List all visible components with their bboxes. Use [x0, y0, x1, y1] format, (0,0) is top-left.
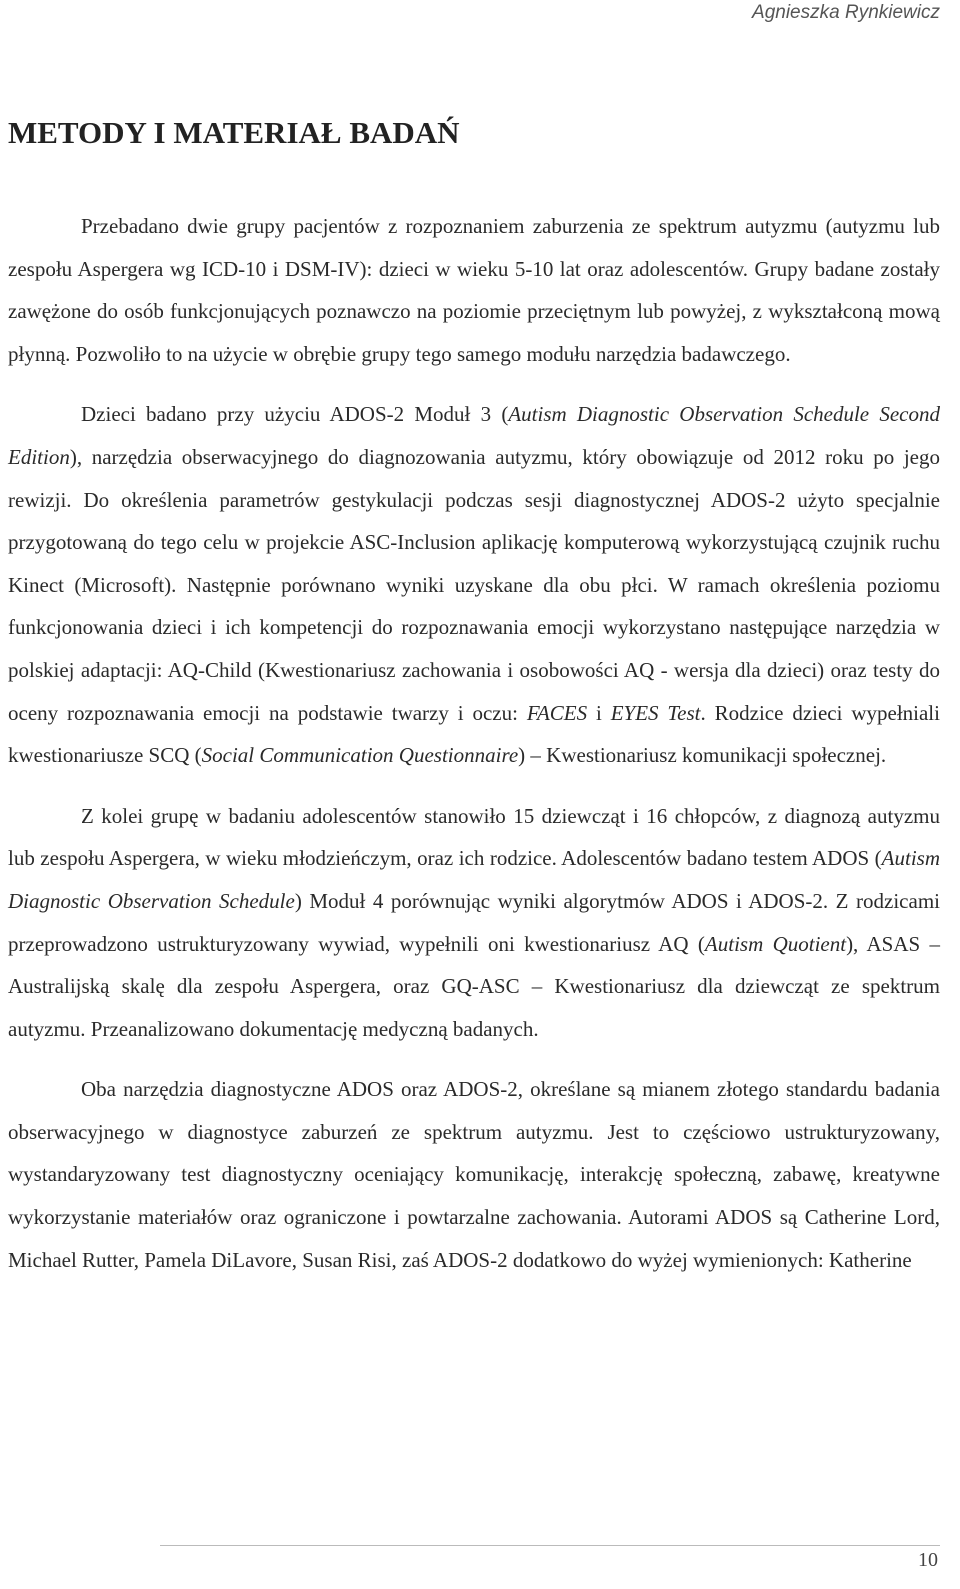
text-run: ), ASAS – Australijską skalę dla zespołu Aspergera, oraz GQ-ASC – Kwestionariusz dla dziewcząt ze spektrum autyzmu. Przeanalizowano dokumentację medyczną badanych. [8, 931, 940, 1041]
italic-text-run: EYES Test [610, 700, 701, 725]
paragraph-3 [8, 795, 940, 1051]
italic-text-run: Autism Quotient [704, 931, 847, 956]
italic-text-run: FACES [526, 700, 588, 725]
paragraph-2 [8, 393, 940, 776]
text-run: Z kolei grupę w badaniu adolescentów stanowiło 15 dziewcząt i 16 chłopców, z diagnozą autyzmu lub zespołu Aspergera, w wieku młodzieńczym, oraz ich rodzice. Adolescentów badano testem ADOS ( [8, 803, 940, 871]
text-run: . Rodzice dzieci wypełniali kwestionariusze SCQ ( [8, 700, 940, 768]
text-run: ) – Kwestionariusz komunikacji społecznej. [518, 743, 887, 768]
italic-text-run: Social Communication Questionnaire [201, 743, 519, 768]
running-header-author: Agnieszka Rynkiewicz [752, 2, 940, 23]
text-run: ) Moduł 4 porównując wyniki algorytmów ADOS i ADOS-2. Z rodzicami przeprowadzono ustrukturyzowany wywiad, wypełnili oni kwestionariusz AQ ( [8, 888, 940, 956]
text-run: i [587, 700, 611, 725]
section-title: METODY I MATERIAŁ BADAŃ [8, 115, 460, 150]
page-number: 10 [918, 1549, 938, 1571]
text-run: ), narzędzia obserwacyjnego do diagnozowania autyzmu, który obowiązuje od 2012 roku po jego rewizji. Do określenia parametrów gestykulacji podczas sesji diagnostycznej ADOS-2 użyto specjalnie przygotowaną do tego celu w projekcie ASC-Inclusion aplikację komputerową wykorzystującą czujnik ruchu Kinect (Microsoft). Następnie porównano wyniki uzyskane dla obu płci. W ramach określenia poziomu funkcjonowania dzieci i ich kompetencji do rozpoznawania emocji wykorzystano następujące narzędzia w polskiej adaptacji: AQ-Child (Kwestionariusz zachowania i osobowości AQ - wersja dla dzieci) oraz testy do oceny rozpoznawania emocji na podstawie twarzy i oczu: [8, 444, 940, 725]
italic-text-run: Autism Diagnostic Observation Schedule [8, 846, 940, 913]
footer-rule [160, 1545, 940, 1546]
paragraph-4 [8, 1068, 940, 1281]
text-run: Dzieci badano przy użyciu ADOS-2 Moduł 3 ( [81, 402, 509, 427]
text-run: Oba narzędzia diagnostyczne ADOS oraz ADOS-2, określane są mianem złotego standardu badania obserwacyjnego w diagnostyce zaburzeń ze spektrum autyzmu. Jest to częściowo ustrukturyzowany, wystandaryzowany test diagnostyczny oceniający komunikację, interakcję społeczną, zabawę, kreatywne wykorzystanie materiałów oraz ograniczone i powtarzalne zachowania. Autorami ADOS są Catherine Lord, Michael Rutter, Pamela DiLavore, Susan Risi, zaś ADOS-2 dodatkowo do wyżej wymienionych: Katherine [8, 1077, 940, 1272]
paragraph-1 [8, 205, 940, 375]
body-text [8, 205, 940, 1299]
text-run: Przebadano dwie grupy pacjentów z rozpoznaniem zaburzenia ze spektrum autyzmu (autyzmu lub zespołu Aspergera wg ICD-10 i DSM-IV): dzieci w wieku 5-10 lat oraz adolescentów. Grupy badane zostały zawężone do osób funkcjonujących poznawczo na poziomie przeciętnym lub powyżej, z wykształconą mową płynną. Pozwoliło to na użycie w obrębie grupy tego samego modułu narzędzia badawczego. [8, 214, 940, 366]
italic-text-run: Autism Diagnostic Observation Schedule Second Edition [8, 402, 940, 469]
